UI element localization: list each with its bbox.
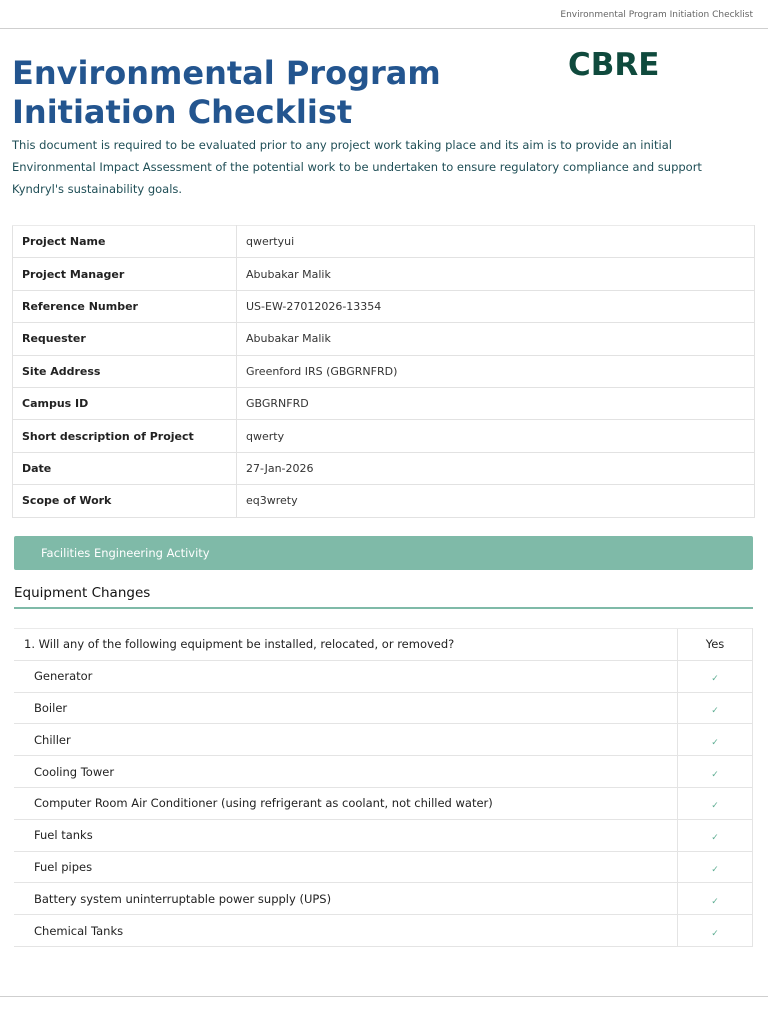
check-icon: ✓ [711, 674, 719, 685]
running-header-title: Environmental Program Initiation Checklist [560, 10, 753, 20]
equipment-item-label: Chiller [14, 724, 678, 756]
equipment-item-label: Chemical Tanks [14, 915, 678, 947]
requester-value: Abubakar Malik [237, 323, 755, 355]
check-icon: ✓ [711, 928, 719, 939]
equipment-item-label: Generator [14, 660, 678, 692]
list-item [14, 692, 753, 724]
answer-cell [678, 787, 753, 819]
site-address-value: Greenford IRS (GBGRNFRD) [237, 355, 755, 387]
project-manager-value: Abubakar Malik [237, 258, 755, 290]
short-description-value: qwerty [237, 420, 755, 452]
answer-cell [678, 660, 753, 692]
question-row [14, 629, 753, 661]
short-description-label: Short description of Project [13, 420, 237, 452]
footer-divider [0, 996, 768, 997]
requester-label: Requester [13, 323, 237, 355]
project-name-label: Project Name [13, 226, 237, 258]
answer-cell [678, 883, 753, 915]
answer-cell [678, 915, 753, 947]
equipment-question-table [14, 628, 753, 947]
table-row [13, 420, 755, 452]
equipment-item-label: Fuel pipes [14, 851, 678, 883]
table-row [13, 355, 755, 387]
answer-cell [678, 724, 753, 756]
list-item [14, 851, 753, 883]
answer-cell [678, 692, 753, 724]
equipment-item-label: Computer Room Air Conditioner (using refrigerant as coolant, not chilled water) [14, 787, 678, 819]
table-row [13, 290, 755, 322]
cbre-logo: CBRE [568, 47, 660, 83]
check-icon: ✓ [711, 864, 719, 875]
answer-cell [678, 851, 753, 883]
check-icon: ✓ [711, 801, 719, 812]
intro-paragraph: This document is required to be evaluated prior to any project work taking place and its aim is to provide an initial Environmental Impact Assessment of the potential work to be undertaken to ensure regulatory compliance and support Kyndryl's sustainability goals. [12, 138, 702, 196]
equipment-item-label: Boiler [14, 692, 678, 724]
table-row [13, 258, 755, 290]
subsection-divider [14, 607, 753, 609]
page-title: Environmental Program Initiation Checklist [12, 54, 441, 131]
check-icon: ✓ [711, 769, 719, 780]
table-row [13, 226, 755, 258]
header-divider [0, 28, 768, 29]
check-icon: ✓ [711, 737, 719, 748]
equipment-item-label: Cooling Tower [14, 756, 678, 788]
question-text: 1. Will any of the following equipment be installed, relocated, or removed? [14, 629, 678, 661]
table-row [13, 452, 755, 484]
table-row [13, 485, 755, 517]
check-icon: ✓ [711, 896, 719, 907]
campus-id-value: GBGRNFRD [237, 387, 755, 419]
answer-cell [678, 756, 753, 788]
date-label: Date [13, 452, 237, 484]
scope-of-work-value: eq3wrety [237, 485, 755, 517]
subsection-title: Equipment Changes [14, 585, 151, 601]
list-item [14, 787, 753, 819]
list-item [14, 915, 753, 947]
list-item [14, 724, 753, 756]
table-row [13, 323, 755, 355]
list-item [14, 756, 753, 788]
reference-number-label: Reference Number [13, 290, 237, 322]
table-row [13, 387, 755, 419]
answer-cell [678, 819, 753, 851]
reference-number-value: US-EW-27012026-13354 [237, 290, 755, 322]
answer-column-header: Yes [678, 629, 753, 661]
section-banner: Facilities Engineering Activity [14, 536, 753, 570]
project-name-value: qwertyui [237, 226, 755, 258]
project-manager-label: Project Manager [13, 258, 237, 290]
project-info-table [12, 225, 755, 518]
campus-id-label: Campus ID [13, 387, 237, 419]
date-value: 27-Jan-2026 [237, 452, 755, 484]
check-icon: ✓ [711, 833, 719, 844]
scope-of-work-label: Scope of Work [13, 485, 237, 517]
equipment-item-label: Battery system uninterruptable power supply (UPS) [14, 883, 678, 915]
check-icon: ✓ [711, 705, 719, 716]
equipment-item-label: Fuel tanks [14, 819, 678, 851]
list-item [14, 819, 753, 851]
site-address-label: Site Address [13, 355, 237, 387]
list-item [14, 883, 753, 915]
list-item [14, 660, 753, 692]
